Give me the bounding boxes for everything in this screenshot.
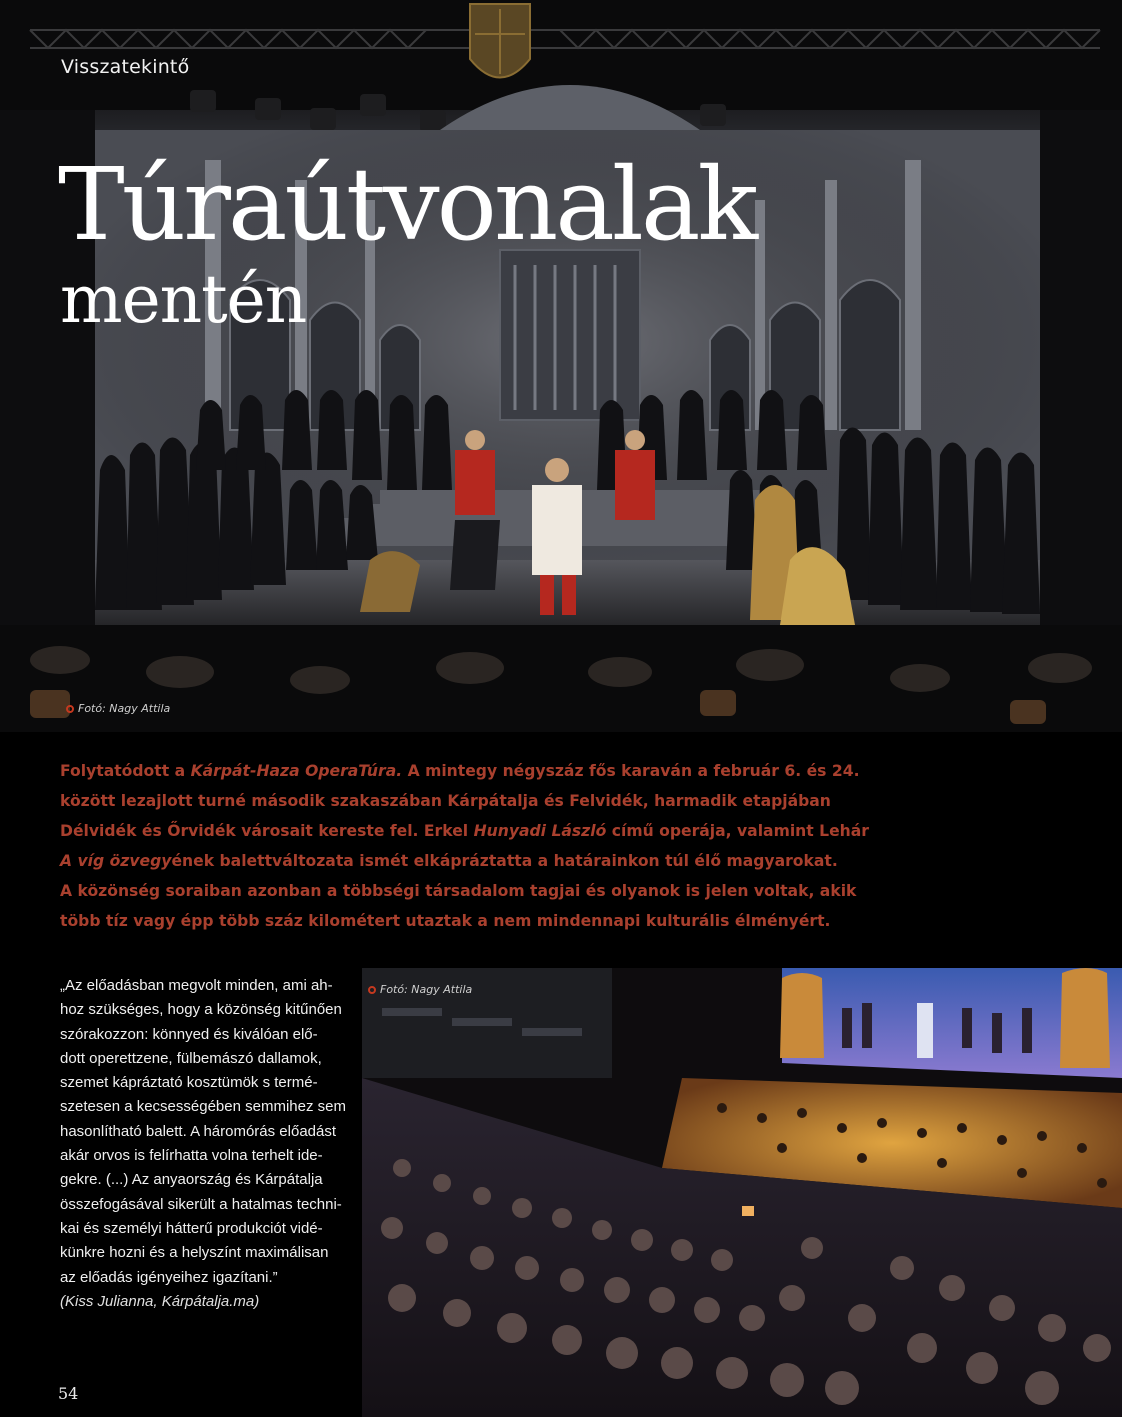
photo-credit-top — [66, 702, 170, 715]
quote-line: szetesen a kecsességében semmihez sem — [60, 1098, 346, 1116]
auditorium-photo — [362, 968, 1122, 1417]
lead-text: Folytatódott a — [60, 762, 191, 780]
lead-italic-title: A víg özvegy — [60, 852, 172, 870]
quote-line: szórakozzon: könnyed és kiválóan elő- — [60, 1025, 318, 1043]
pull-quote — [60, 974, 352, 1314]
page-number: 54 — [58, 1384, 79, 1403]
quote-line: hasonlítható balett. A háromórás előadást — [60, 1122, 337, 1140]
lead-paragraph — [60, 756, 1060, 936]
lead-line — [60, 816, 1060, 846]
photo-credit-bottom — [368, 983, 472, 996]
quote-line: kai és személyi hátterű produkciót vidé- — [60, 1219, 323, 1237]
credit-ring-icon — [368, 986, 376, 994]
quote-line: „Az előadásban megvolt minden, ami ah- — [60, 977, 333, 994]
quote-line: hoz szükséges, hogy a közönség kitűnően — [60, 1001, 342, 1019]
article-title-line2: mentén — [60, 261, 307, 338]
section-tag: Visszatekintő — [61, 56, 190, 78]
quote-line: künkre hozni és a helyszínt maximálisan — [60, 1244, 329, 1262]
auditorium-illustration — [362, 968, 1122, 1417]
coat-of-arms — [470, 4, 530, 78]
credit-ring-icon — [66, 705, 74, 713]
lead-text: ének balettváltozata ismét elkápráztatta a határainkon túl élő magyarokat. — [171, 852, 838, 870]
lead-line — [60, 756, 1060, 786]
lead-line: A közönség soraiban azonban a többségi társadalom tagjai és olyanok is jelen voltak, akik — [60, 882, 857, 900]
quote-source: (Kiss Julianna, Kárpátalja.ma) — [60, 1292, 260, 1310]
lead-italic-title: Kárpát-Haza OperaTúra. — [190, 762, 403, 780]
photo-credit-text: Fotó: Nagy Attila — [380, 983, 473, 996]
quote-line: összefogásával sikerült a hatalmas techni- — [60, 1195, 342, 1213]
lead-text: című operája, valamint Lehár — [606, 822, 869, 840]
lead-text: Délvidék és Őrvidék városait kereste fel. Erkel — [60, 822, 474, 840]
lead-text: A mintegy négyszáz fős karaván a február 6. és 24. — [402, 762, 860, 780]
photo-credit-text: Fotó: Nagy Attila — [78, 702, 171, 715]
lead-line: több tíz vagy épp több száz kilométert utaztak a nem mindennapi kulturális élményért. — [60, 912, 831, 930]
quote-line: az előadás igényeihez igazítani.” — [60, 1268, 278, 1286]
lead-italic-title: Hunyadi László — [473, 822, 607, 840]
quote-line: akár orvos is felírhatta volna terhelt ide- — [60, 1147, 323, 1165]
quote-line: gekre. (...) Az anyaország és Kárpátalja — [60, 1171, 323, 1189]
lead-line: között lezajlott turné második szakaszában Kárpátalja és Felvidék, harmadik etapjában — [60, 792, 831, 810]
quote-line: dott operettzene, fülbemászó dallamok, — [60, 1049, 322, 1067]
quote-line: szemet kápráztató kosztümök s termé- — [60, 1074, 318, 1092]
article-title-line1: Túraútvonalak — [58, 146, 756, 263]
lead-line — [60, 846, 1060, 876]
